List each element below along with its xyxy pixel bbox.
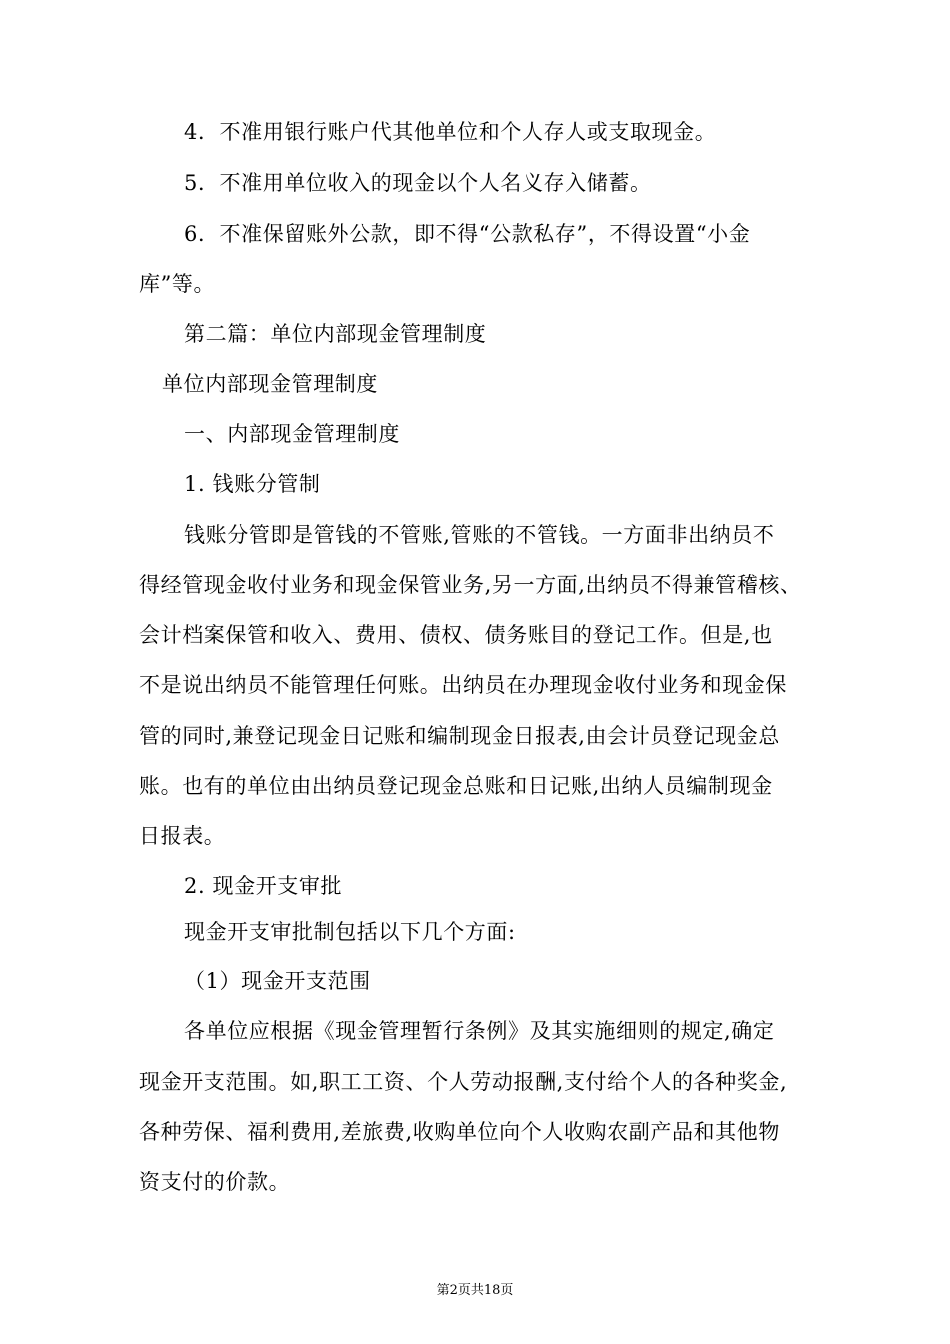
text-line: 库”等。 bbox=[139, 272, 216, 296]
text-line: 各单位应根据《现金管理暂行条例》及其实施细则的规定,确定 bbox=[184, 1019, 775, 1043]
text-line: 6．不准保留账外公款，即不得“公款私存”，不得设置“小金 bbox=[184, 222, 751, 246]
text-line: 会计档案保管和收入、费用、债权、债务账目的登记工作。但是,也 bbox=[139, 623, 773, 647]
text-line: 钱账分管即是管钱的不管账,管账的不管钱。一方面非出纳员不 bbox=[184, 523, 775, 547]
text-line: 4．不准用银行账户代其他单位和个人存人或支取现金。 bbox=[184, 120, 717, 144]
text-line: 不是说出纳员不能管理任何账。出纳员在办理现金收付业务和现金保 bbox=[139, 673, 787, 697]
text-line: 各种劳保、福利费用,差旅费,收购单位向个人收购农副产品和其他物 bbox=[139, 1120, 780, 1144]
text-line: 得经管现金收付业务和现金保管业务,另一方面,出纳员不得兼管稽核、 bbox=[139, 573, 802, 597]
subsection-heading: 一、内部现金管理制度 bbox=[184, 422, 400, 446]
item-heading: 1. 钱账分管制 bbox=[184, 472, 321, 496]
section-heading: 第二篇：单位内部现金管理制度 bbox=[184, 322, 487, 346]
text-line: 5．不准用单位收入的现金以个人名义存入储蓄。 bbox=[184, 171, 652, 195]
text-line: 日报表。 bbox=[139, 824, 226, 848]
item-heading: 2. 现金开支审批 bbox=[184, 874, 343, 898]
text-line: 账。也有的单位由出纳员登记现金总账和日记账,出纳人员编制现金 bbox=[139, 774, 773, 798]
page-footer: 第2页共18页 bbox=[436, 1283, 514, 1298]
text-line: 现金开支审批制包括以下几个方面: bbox=[184, 920, 516, 944]
text-line: 资支付的价款。 bbox=[139, 1170, 291, 1194]
sub-item-heading: （1）现金开支范围 bbox=[184, 969, 371, 993]
document-title: 单位内部现金管理制度 bbox=[162, 372, 378, 396]
text-line: 现金开支范围。如,职工工资、个人劳动报酬,支付给个人的各种奖金, bbox=[139, 1070, 788, 1094]
text-line: 管的同时,兼登记现金日记账和编制现金日报表,由会计员登记现金总 bbox=[139, 724, 780, 748]
